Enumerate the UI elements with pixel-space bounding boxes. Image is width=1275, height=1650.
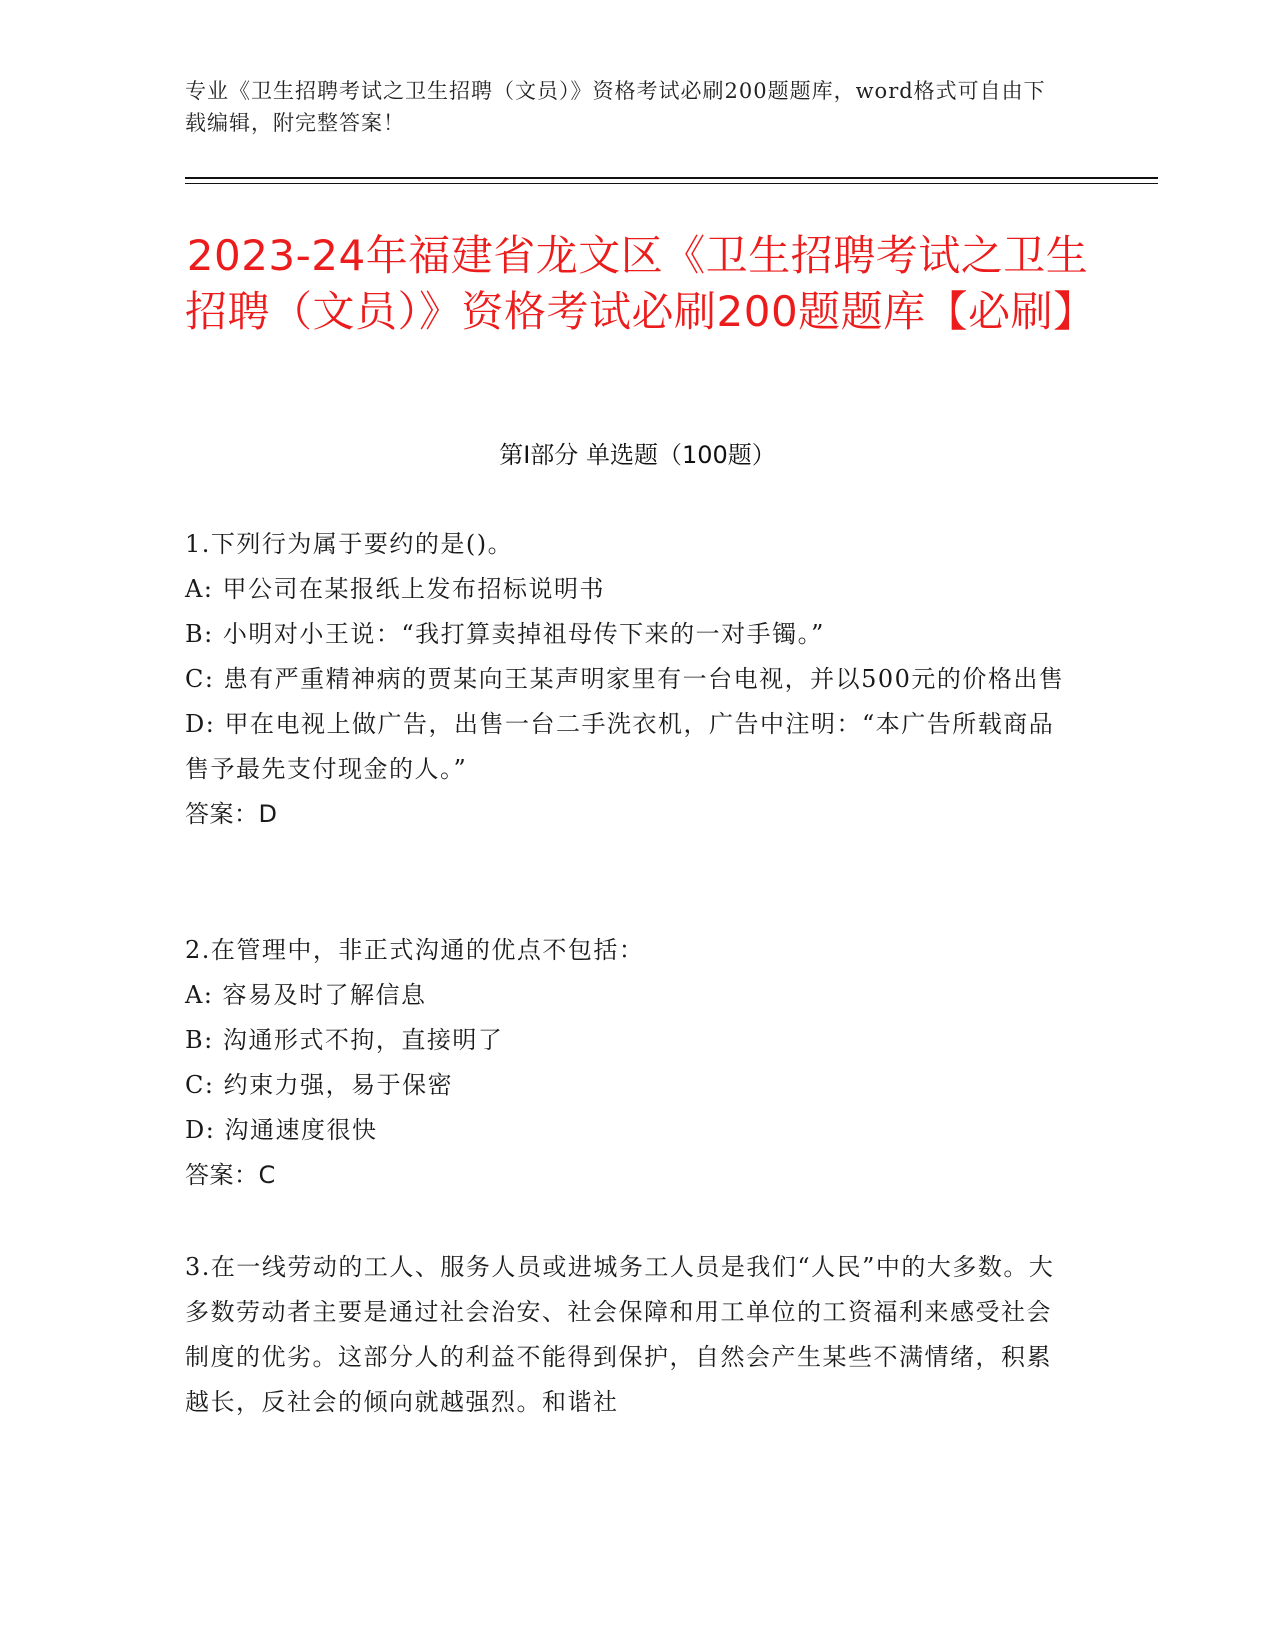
section-heading: 第Ⅰ部分 单选题（100题） [499,441,776,469]
answer: 答案：C [185,1161,276,1189]
option-d: D: 沟通速度很快 [185,1116,378,1144]
document-title: 2023-24年福建省龙文区《卫生招聘考试之卫生招聘（文员）》资格考试必刷200题题库【必刷】 [185,231,1096,336]
option-b: B: 小明对小王说：“我打算卖掉祖母传下来的一对手镯。” [185,620,825,648]
question-stem: 2.在管理中，非正式沟通的优点不包括： [185,936,645,964]
answer: 答案：D [185,800,278,828]
question-stem: 1.下列行为属于要约的是()。 [185,530,514,558]
header-note: 专业《卫生招聘考试之卫生招聘（文员）》资格考试必刷200题题库，word格式可自由下载编辑，附完整答案！ [185,79,1046,135]
header-rule-thick [185,177,1158,179]
question-stem: 3.在一线劳动的工人、服务人员或进城务工人员是我们“人民”中的大多数。大多数劳动者主要是通过社会治安、社会保障和用工单位的工资福利来感受社会制度的优劣。这部分人的利益不能得到保护，自然会产生某些不满情绪，积累越长，反社会的倾向就越强烈。和谐社 [185,1253,1055,1416]
option-c: C: 患有严重精神病的贾某向王某声明家里有一台电视，并以500元的价格出售 [185,665,1065,693]
question-1 [185,522,1065,837]
option-a: A: 容易及时了解信息 [185,981,427,1009]
option-a: A: 甲公司在某报纸上发布招标说明书 [185,575,606,603]
option-b: B: 沟通形式不拘，直接明了 [185,1026,504,1054]
option-d: D: 甲在电视上做广告，出售一台二手洗衣机，广告中注明：“本广告所载商品售予最先支付现金的人。” [185,710,1055,783]
header-rule-thin [185,183,1158,184]
option-c: C: 约束力强，易于保密 [185,1071,454,1099]
question-2 [185,928,1065,1198]
question-3 [185,1245,1065,1425]
